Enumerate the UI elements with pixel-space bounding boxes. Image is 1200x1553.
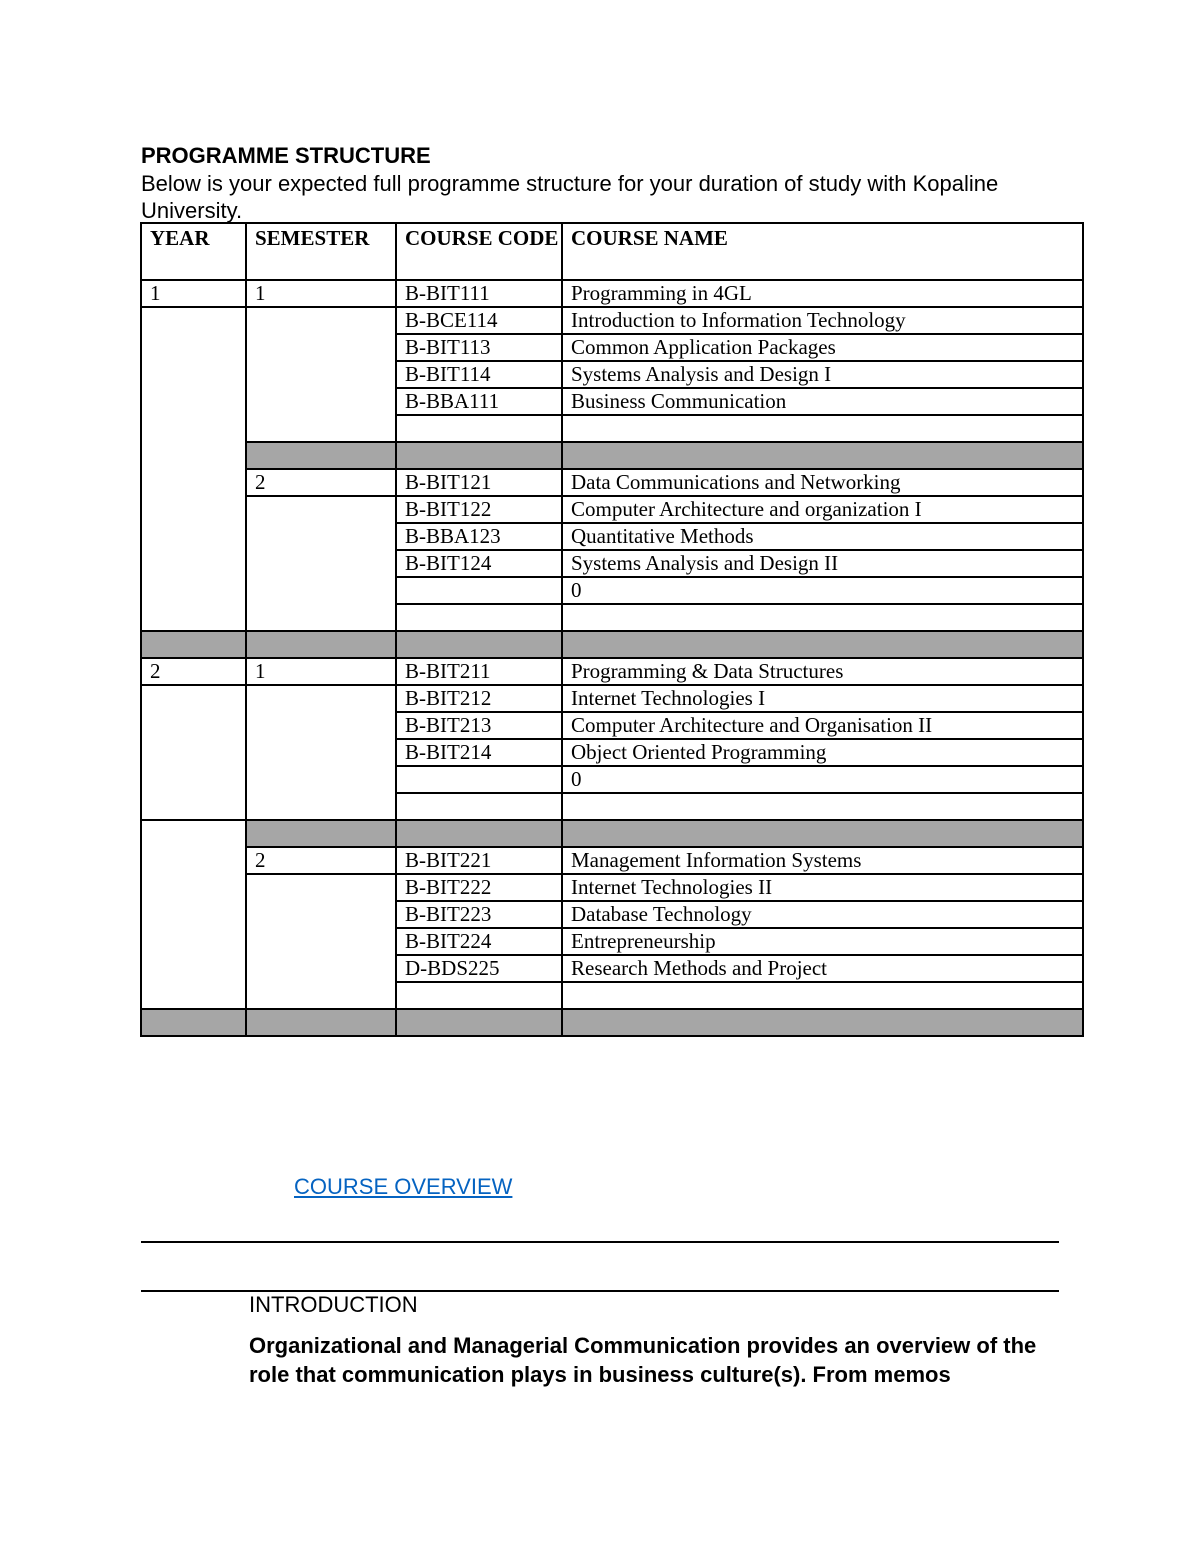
course-name: Quantitative Methods (562, 523, 1083, 550)
table-row (141, 469, 1083, 496)
semester-cell: 2 (246, 469, 396, 496)
course-name: Business Communication (562, 388, 1083, 415)
course-code: B-BIT211 (396, 658, 562, 685)
table-row (141, 874, 1083, 901)
page-title: PROGRAMME STRUCTURE (141, 143, 431, 168)
table-row (141, 658, 1083, 685)
semester-span-cell (246, 496, 396, 631)
intro-paragraph: Below is your expected full programme structure for your duration of study with Kopaline University. (141, 171, 999, 223)
introduction-body: Organizational and Managerial Communication provides an overview of the role that communication plays in business culture(s). From memos (249, 1333, 1037, 1387)
course-overview-link[interactable]: COURSE OVERVIEW (294, 1174, 513, 1199)
semester-span-cell (246, 685, 396, 820)
course-code: D-BDS225 (396, 955, 562, 982)
table-header-row (141, 223, 1083, 280)
empty-cell (396, 982, 562, 1009)
shaded-cell (246, 820, 396, 847)
semester-span-cell (246, 307, 396, 442)
shaded-cell (562, 631, 1083, 658)
year-span-cell (141, 685, 246, 820)
separator-row (141, 820, 1083, 847)
separator-row (141, 631, 1083, 658)
header-course-name: COURSE NAME (562, 223, 1083, 280)
course-name: Internet Technologies I (562, 685, 1083, 712)
table-row (141, 307, 1083, 334)
horizontal-rule (141, 1241, 1059, 1243)
separator-row (141, 442, 1083, 469)
course-name: Entrepreneurship (562, 928, 1083, 955)
course-code: B-BIT212 (396, 685, 562, 712)
header-course-code: COURSE CODE (396, 223, 562, 280)
course-name: Computer Architecture and Organisation II (562, 712, 1083, 739)
course-code: B-BIT223 (396, 901, 562, 928)
course-code: B-BIT124 (396, 550, 562, 577)
shaded-cell (246, 442, 396, 469)
empty-cell (562, 982, 1083, 1009)
shaded-cell (246, 1009, 396, 1036)
header-semester: SEMESTER (246, 223, 396, 280)
course-code: B-BIT113 (396, 334, 562, 361)
course-name: Systems Analysis and Design II (562, 550, 1083, 577)
course-code: B-BBA123 (396, 523, 562, 550)
course-code: B-BIT214 (396, 739, 562, 766)
course-name: Computer Architecture and organization I (562, 496, 1083, 523)
course-name: 0 (562, 577, 1083, 604)
course-code (396, 577, 562, 604)
separator-row (141, 1009, 1083, 1036)
course-name: Data Communications and Networking (562, 469, 1083, 496)
empty-cell (396, 415, 562, 442)
course-name: Database Technology (562, 901, 1083, 928)
course-code (396, 766, 562, 793)
course-name: Internet Technologies II (562, 874, 1083, 901)
year-cell: 1 (141, 280, 246, 307)
empty-cell (562, 604, 1083, 631)
course-code: B-BIT213 (396, 712, 562, 739)
header-year: YEAR (141, 223, 246, 280)
programme-structure-table (140, 222, 1084, 1037)
course-name: Programming & Data Structures (562, 658, 1083, 685)
course-name: Research Methods and Project (562, 955, 1083, 982)
semester-cell: 1 (246, 280, 396, 307)
course-name: Systems Analysis and Design I (562, 361, 1083, 388)
shaded-cell (396, 631, 562, 658)
course-code: B-BIT121 (396, 469, 562, 496)
course-code: B-BIT111 (396, 280, 562, 307)
course-name: Introduction to Information Technology (562, 307, 1083, 334)
semester-span-cell (246, 874, 396, 1009)
semester-cell: 2 (246, 847, 396, 874)
empty-cell (562, 793, 1083, 820)
course-code: B-BIT224 (396, 928, 562, 955)
empty-cell (396, 604, 562, 631)
course-code: B-BIT122 (396, 496, 562, 523)
course-code: B-BIT221 (396, 847, 562, 874)
empty-cell (396, 793, 562, 820)
shaded-cell (562, 1009, 1083, 1036)
course-code: B-BCE114 (396, 307, 562, 334)
shaded-cell (141, 631, 246, 658)
year-span-cell (141, 820, 246, 1009)
shaded-cell (141, 1009, 246, 1036)
shaded-cell (562, 820, 1083, 847)
course-name: Common Application Packages (562, 334, 1083, 361)
course-name: Programming in 4GL (562, 280, 1083, 307)
year-cell: 2 (141, 658, 246, 685)
shaded-cell (562, 442, 1083, 469)
course-name: Management Information Systems (562, 847, 1083, 874)
course-code: B-BIT222 (396, 874, 562, 901)
course-name: 0 (562, 766, 1083, 793)
introduction-heading: INTRODUCTION (249, 1292, 418, 1317)
semester-cell: 1 (246, 658, 396, 685)
empty-cell (562, 415, 1083, 442)
shaded-cell (396, 1009, 562, 1036)
year-span-cell (141, 307, 246, 631)
table-row (141, 847, 1083, 874)
table-row (141, 280, 1083, 307)
shaded-cell (396, 442, 562, 469)
course-name: Object Oriented Programming (562, 739, 1083, 766)
table-row (141, 496, 1083, 523)
course-code: B-BIT114 (396, 361, 562, 388)
shaded-cell (396, 820, 562, 847)
shaded-cell (246, 631, 396, 658)
course-code: B-BBA111 (396, 388, 562, 415)
table-row (141, 685, 1083, 712)
